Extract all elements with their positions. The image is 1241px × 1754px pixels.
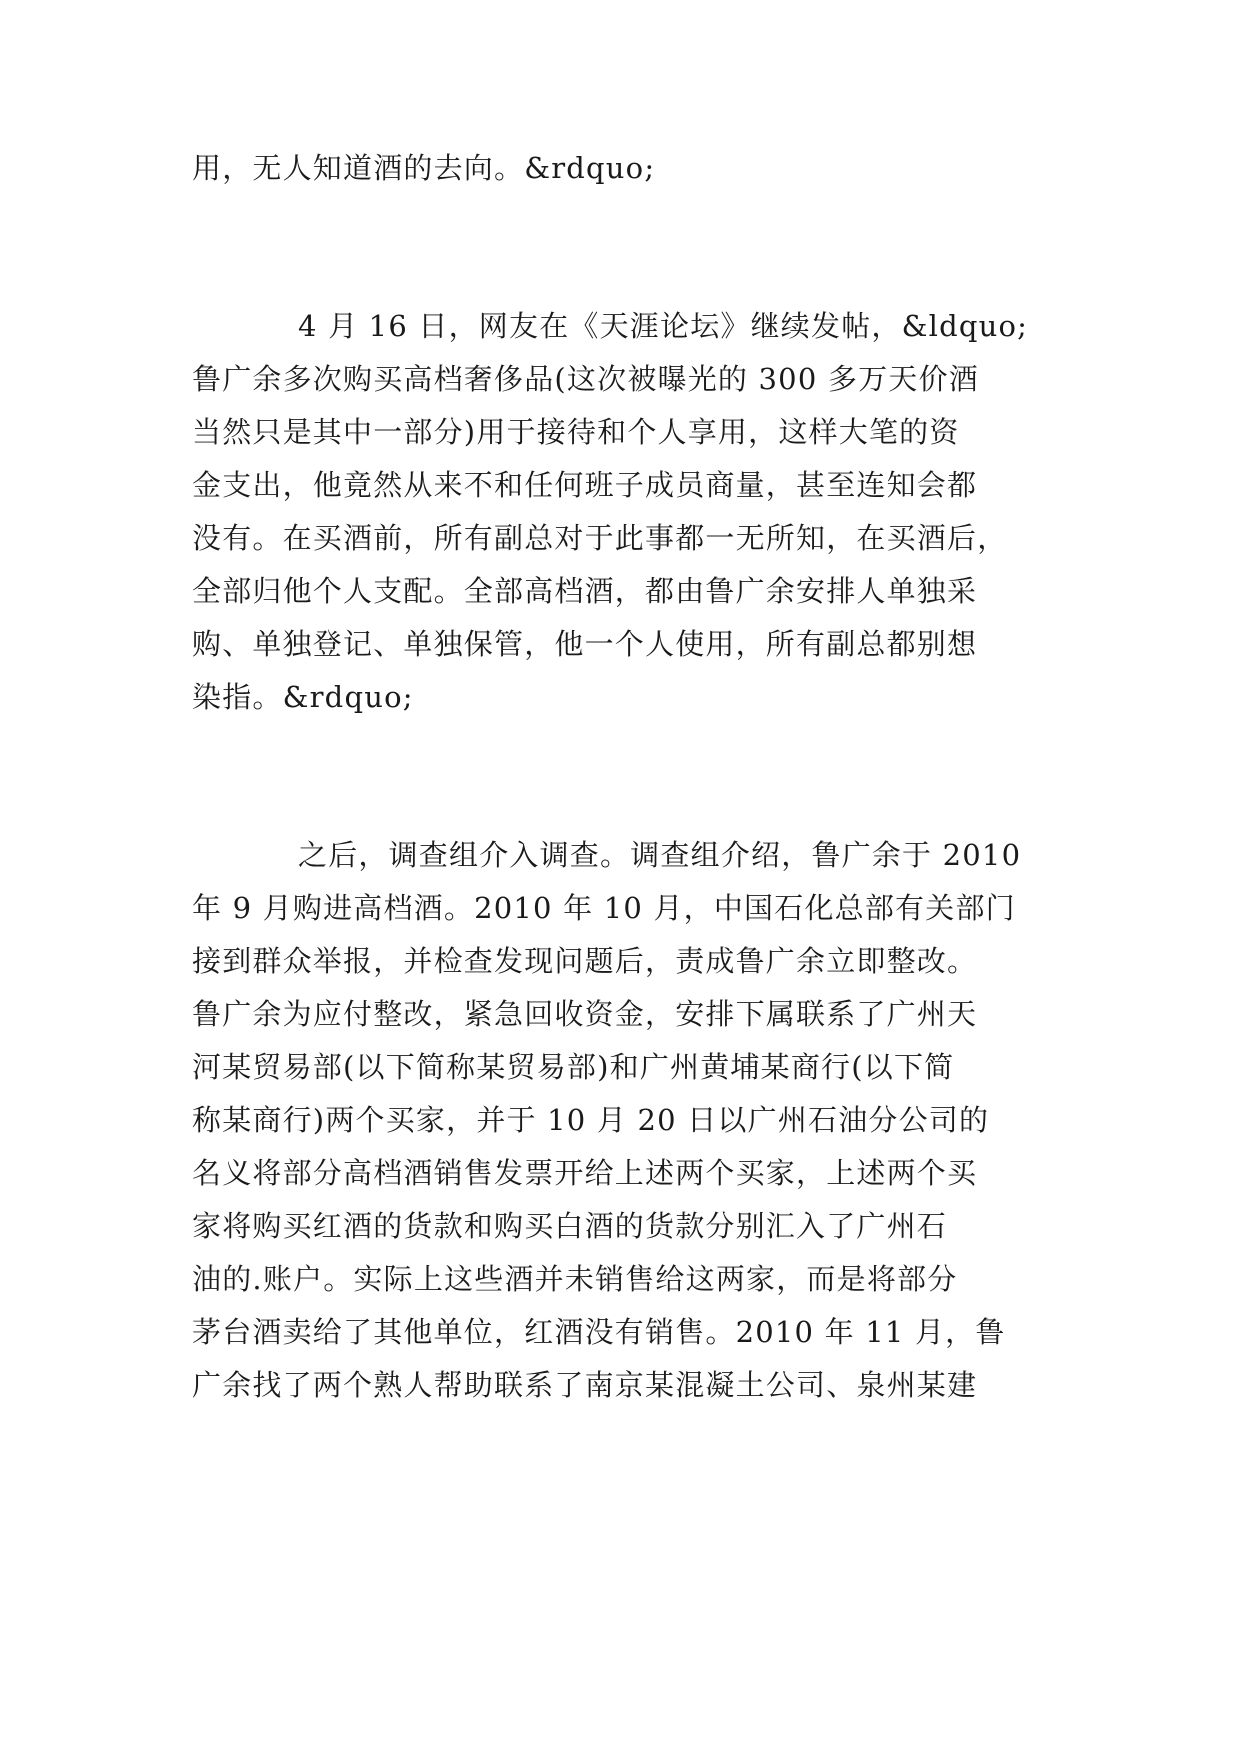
paragraph-3-line-9: 油的.账户。实际上这些酒并未销售给这两家，而是将部分 (192, 1262, 958, 1296)
paragraph-2-line-8: 染指。&rdquo; (192, 680, 414, 714)
paragraph-2-line-1: 4 月 16 日，网友在《天涯论坛》继续发帖，&ldquo; (298, 309, 1029, 343)
paragraph-3-line-8: 家将购买红酒的货款和购买白酒的货款分别汇入了广州石 (192, 1209, 948, 1243)
paragraph-3-line-1: 之后，调查组介入调查。调查组介绍，鲁广余于 2010 (298, 838, 1022, 872)
paragraph-3-line-3: 接到群众举报，并检查发现问题后，责成鲁广余立即整改。 (192, 944, 978, 978)
paragraph-3-line-5: 河某贸易部(以下简称某贸易部)和广州黄埔某商行(以下简 (192, 1050, 955, 1084)
paragraph-2-line-5: 没有。在买酒前，所有副总对于此事都一无所知，在买酒后， (192, 521, 1008, 555)
paragraph-3-line-4: 鲁广余为应付整改，紧急回收资金，安排下属联系了广州天 (192, 997, 978, 1031)
paragraph-3-line-7: 名义将部分高档酒销售发票开给上述两个买家，上述两个买 (192, 1156, 978, 1190)
paragraph-2-line-7: 购、单独登记、单独保管，他一个人使用，所有副总都别想 (192, 627, 978, 661)
paragraph-2-line-6: 全部归他个人支配。全部高档酒，都由鲁广余安排人单独采 (192, 574, 978, 608)
paragraph-2-line-2: 鲁广余多次购买高档奢侈品(这次被曝光的 300 多万天价酒 (192, 362, 979, 396)
paragraph-3-line-6: 称某商行)两个买家，并于 10 月 20 日以广州石油分公司的 (192, 1103, 990, 1137)
paragraph-2-line-4: 金支出，他竟然从来不和任何班子成员商量，甚至连知会都 (192, 468, 978, 502)
paragraph-2-line-3: 当然只是其中一部分)用于接待和个人享用，这样大笔的资 (192, 415, 960, 449)
paragraph-3-line-2: 年 9 月购进高档酒。2010 年 10 月，中国石化总部有关部门 (192, 891, 1016, 925)
paragraph-3-line-11: 广余找了两个熟人帮助联系了南京某混凝土公司、泉州某建 (192, 1368, 978, 1402)
paragraph-1-line-1: 用，无人知道酒的去向。&rdquo; (192, 151, 656, 185)
paragraph-3-line-10: 茅台酒卖给了其他单位，红酒没有销售。2010 年 11 月，鲁 (192, 1315, 1006, 1349)
